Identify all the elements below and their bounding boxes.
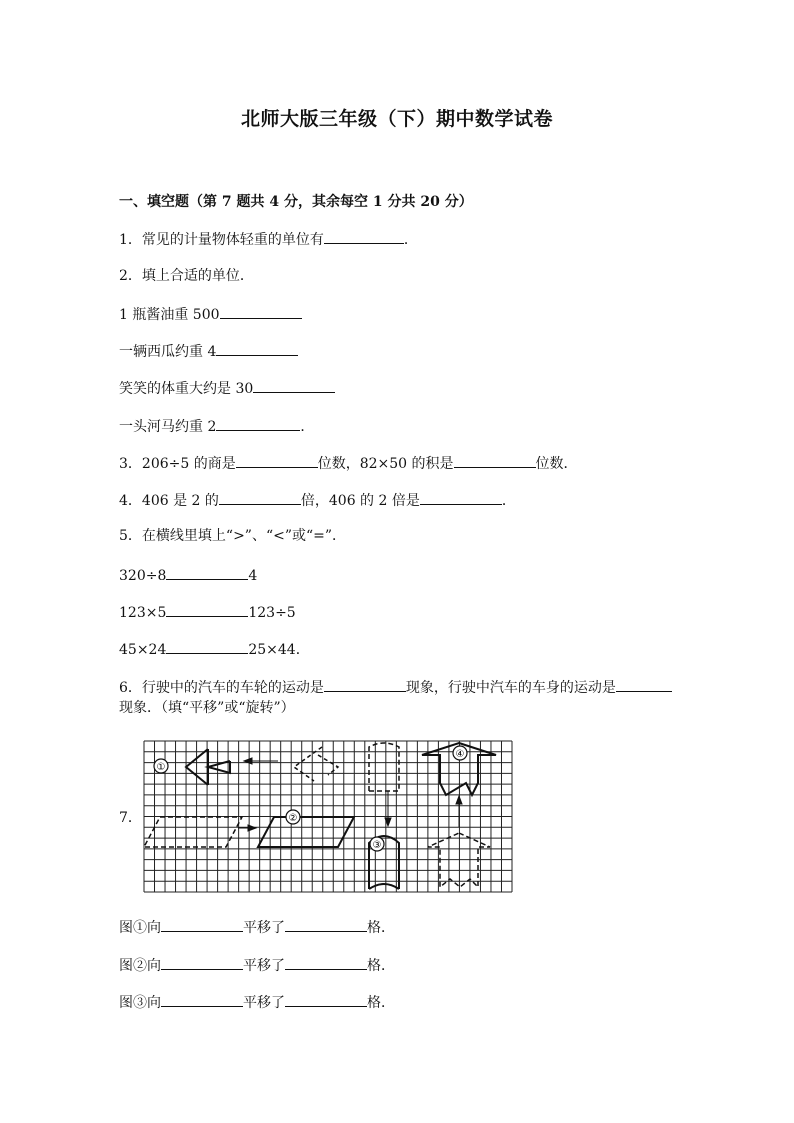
question-1 [119,229,418,249]
comparison-row [119,565,257,585]
question-7-row [119,955,395,975]
svg-text:④: ④ [455,749,465,760]
question-7-row-prefix: 图②向 [119,958,161,974]
question-7-row-mid: 平移了 [243,995,285,1011]
question-6 [119,677,672,697]
question-7-row-mid: 平移了 [243,920,285,936]
answer-blank[interactable] [220,304,302,319]
translation-grid-figure [142,739,516,894]
question-4-part-c: ． [501,493,516,509]
arrow-up-icon [456,796,462,827]
answer-blank[interactable] [285,917,367,932]
question-7-row-end: 格． [367,958,395,974]
answer-blank[interactable] [161,955,243,970]
question-3-part-a: 3．206÷5 的商是 [119,456,236,472]
answer-blank[interactable] [285,992,367,1007]
answer-blank[interactable] [253,378,335,393]
figure-1-label [154,759,168,773]
answer-blank[interactable] [236,453,318,468]
answer-blank[interactable] [324,229,404,244]
question-4 [119,490,516,510]
question-2: 2．填上合适的单位． [119,268,254,284]
arrow-left-icon [244,758,278,764]
question-3-part-b: 位数，82×50 的积是 [317,456,454,472]
question-6-part-b: 现象，行驶中汽车的车身的运动是 [405,680,616,696]
comparison-right: 4 [248,568,258,584]
figure-1-arrow [186,749,230,785]
question-7-row [119,992,395,1012]
question-4-part-a: 4．406 是 2 的 [119,493,219,509]
figure-3-label [370,837,384,851]
question-6-line-2: 现象．（填“平移”或“旋转”） [119,700,295,716]
question-7-row-end: 格． [367,995,395,1011]
answer-blank[interactable] [216,341,298,356]
svg-text:②: ② [288,813,298,824]
comparison-row [119,602,296,622]
figure-2-label [286,810,300,824]
question-2-item-text: 一辆西瓜约重 4 [119,344,217,360]
question-1-end: ． [403,232,418,248]
comparison-left: 123×5 [119,605,167,621]
question-2-item-text: 1 瓶酱油重 500 [119,307,220,323]
comparison-right: 25×44． [248,642,310,658]
question-3 [119,453,578,473]
section-heading: 一、填空题（第 7 题共 4 分，其余每空 1 分共 20 分） [119,194,473,210]
answer-blank[interactable] [166,565,248,580]
question-7-number: 7． [119,810,142,826]
answer-blank[interactable] [161,992,243,1007]
question-7-row-mid: 平移了 [243,958,285,974]
question-7-row [119,917,395,937]
answer-blank[interactable] [219,490,301,505]
question-2-item [119,341,298,361]
question-7-row-prefix: 图③向 [119,995,161,1011]
answer-blank[interactable] [324,677,406,692]
answer-blank[interactable] [616,677,672,692]
comparison-row [119,639,310,659]
svg-text:①: ① [156,762,166,773]
question-5: 5．在横线里填上“>”、“<”或“=”． [119,528,347,544]
page-title: 北师大版三年级（下）期中数学试卷 [240,108,553,130]
question-7-row-prefix: 图①向 [119,920,161,936]
question-6-part-a: 6．行驶中的汽车的车轮的运动是 [119,680,324,696]
answer-blank[interactable] [161,917,243,932]
question-1-text: 1．常见的计量物体轻重的单位有 [119,232,324,248]
answer-blank[interactable] [454,453,536,468]
question-3-part-c: 位数． [535,456,578,472]
question-2-item [119,304,302,324]
comparison-left: 320÷8 [119,568,167,584]
question-2-item [119,378,335,398]
question-2-item-text: 一头河马约重 2 [119,419,217,435]
svg-text:③: ③ [372,840,382,851]
comparison-right: 123÷5 [248,605,296,621]
answer-blank[interactable] [285,955,367,970]
question-2-item-text: 笑笑的体重大约是 30 [119,381,254,397]
question-2-item-end: ． [300,419,315,435]
answer-blank[interactable] [166,639,248,654]
answer-blank[interactable] [216,416,300,431]
figure-2-parallelogram [258,817,354,847]
answer-blank[interactable] [166,602,248,617]
answer-blank[interactable] [420,490,502,505]
comparison-left: 45×24 [119,642,167,658]
question-2-item [119,416,314,436]
arrow-right-icon [238,825,256,831]
figure-2-dashed-original [144,817,242,847]
question-7-row-end: 格． [367,920,395,936]
question-4-part-b: 倍，406 的 2 倍是 [300,493,420,509]
figure-4-label [453,746,467,760]
